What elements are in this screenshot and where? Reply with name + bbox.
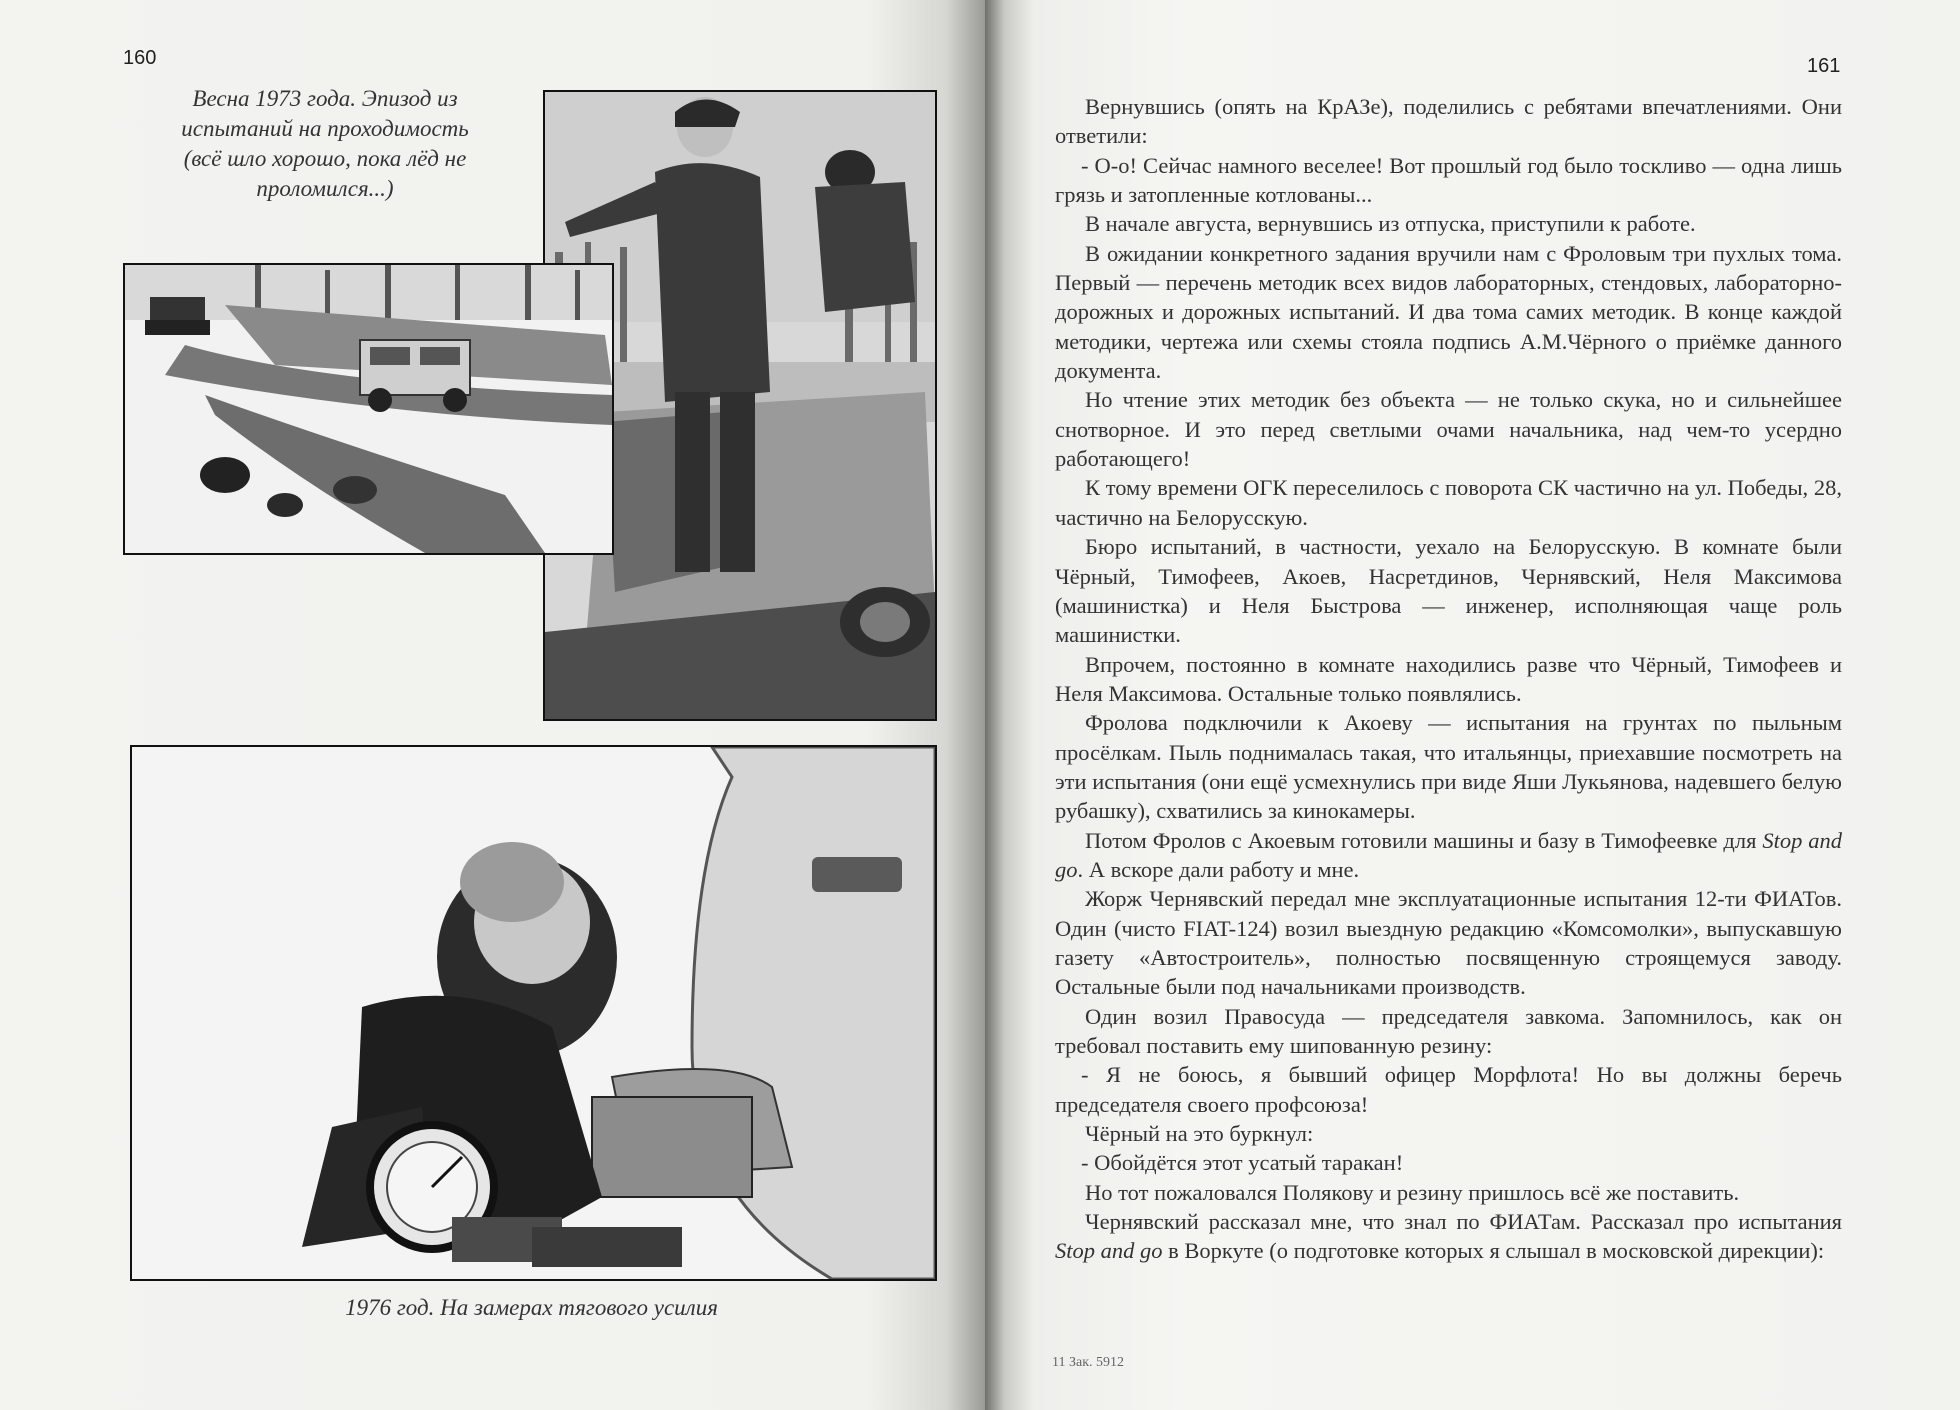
paragraph: Бюро испытаний, в частности, уехало на Белорусскую. В комнате были Чёрный, Тимофеев, Акоев, Насретдинов, Чернявский, Неля Максимова (машинистка) и Неля Быстрова — инженер, исполняющая чаще роль машинистки. (1055, 534, 1842, 648)
photo-caption-top: Весна 1973 года. Эпизод из испытаний на проходимость (всё шло хорошо, пока лёд не проломился...) (181, 86, 469, 201)
paragraph: Жорж Чернявский передал мне эксплуатационные испытания 12-ти ФИАТов. Один (чисто FIAT-124) возил выездную редакцию «Комсомолки», выпускавшую газету «Автостроитель», полностью посвященную строящемуся заводу. Остальные были под начальниками производств. (1055, 886, 1842, 1000)
paragraph: Потом Фролов с Акоевым готовили машины и базу в Тимофеевке для Stop and go. А вскоре дали работу и мне. (1055, 827, 1842, 882)
footer-note: 11 Зак. 5912 (1052, 1355, 1125, 1370)
paragraph: Чернявский рассказал мне, что знал по ФИАТам. Рассказал про испытания Stop and go в Воркуте (о подготовке которых я слышал в московской дирекции): (1055, 1209, 1842, 1264)
paragraph: Один возил Правосуда — председателя завкома. Запомнилось, как он требовал поставить ему шипованную резину: (1055, 1003, 1842, 1058)
photo-cars-in-snow (123, 263, 614, 555)
paragraph: Вернувшись (опять на КрАЗе), поделились с ребятами впечатлениями. Они ответили: (1055, 94, 1842, 149)
photo-caption-bottom: 1976 год. На замерах тягового усилия (345, 1295, 718, 1320)
paragraph: Впрочем, постоянно в комнате находились разве что Чёрный, Тимофеев и Неля Максимова. Остальные только появлялись. (1055, 651, 1842, 706)
italic-term: Stop and go (1055, 827, 1842, 882)
page-number-right: 161 (1807, 55, 1841, 77)
paragraph: В начале августа, вернувшись из отпуска, приступили к работе. (1085, 211, 1696, 237)
paragraph: Фролова подключили к Акоеву — испытания на грунтах по пыльным просёлкам. Пыль поднималась такая, что итальянцы, приехавшие посмотреть на эти испытания (они ещё усмехнулись при виде Яши Лукьянова, надевшего белую рубашку), схватились за кинокамеры. (1055, 710, 1842, 824)
paragraph: - Я не боюсь, я бывший офицер Морфлота! Но вы должны беречь председателя своего профсоюза! (1055, 1062, 1842, 1117)
page-number-left: 160 (123, 47, 157, 69)
paragraph: Но чтение этих методик без объекта — не только скука, но и сильнейшее снотворное. И это перед светлыми очами начальника, над чем-то усердно работающего! (1055, 387, 1842, 472)
paragraph: В ожидании конкретного задания вручили нам с Фроловым три пухлых тома. Первый — перечень методик всех видов лабораторных, стендовых, лабораторно-дорожных и дорожных испытаний. И два тома самих методик. В конце каждой методики, чертежа или схемы стояла подпись А.М.Чёрного о приёмке данного документа. (1055, 240, 1842, 384)
paragraph: - Обойдётся этот усатый таракан! (1081, 1150, 1404, 1176)
photo-man-with-gauge (130, 745, 937, 1281)
paragraph: - О-о! Сейчас намного веселее! Вот прошлый год было тоскливо — одна лишь грязь и затопленные котлованы... (1055, 152, 1842, 208)
paragraph: К тому времени ОГК переселилось с поворота СК частично на ул. Победы, 28, частично на Белорусскую. (1055, 475, 1842, 530)
paragraph: Чёрный на это буркнул: (1085, 1121, 1314, 1147)
italic-term: Stop and go (1055, 1238, 1163, 1264)
right-page-text (1055, 92, 1842, 1266)
paragraph: Но тот пожаловался Полякову и резину пришлось всё же поставить. (1085, 1179, 1740, 1205)
